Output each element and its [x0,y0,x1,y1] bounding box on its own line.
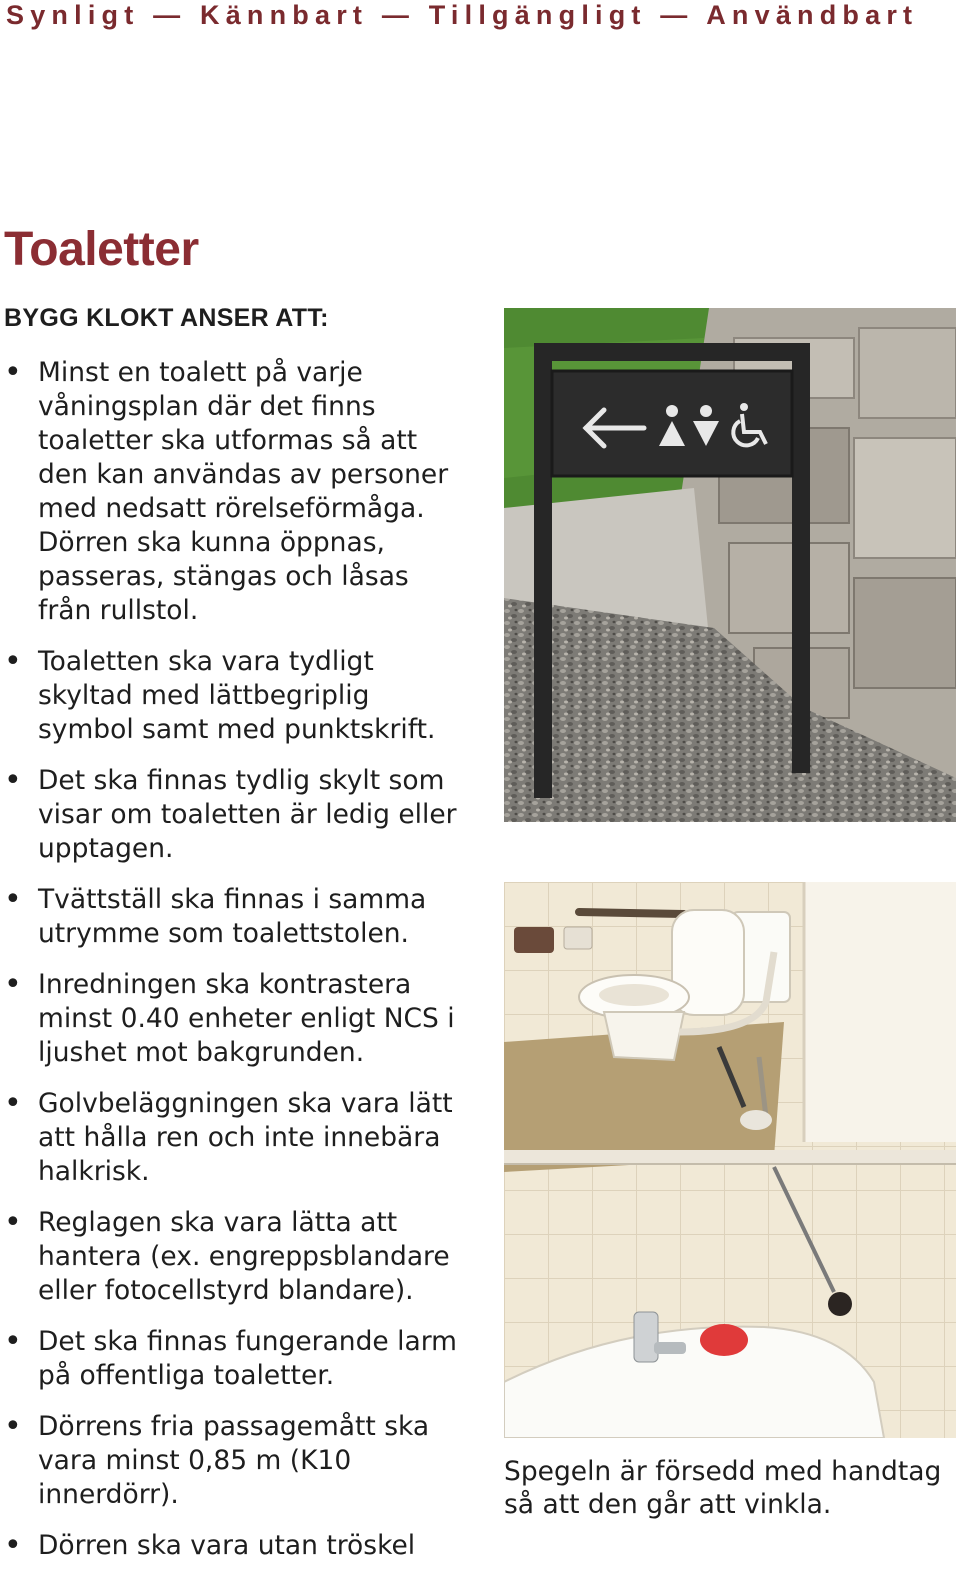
section-subheading: BYGG KLOKT ANSER ATT: [4,304,329,332]
list-item: • Det ska finnas fungerande larm på offentliga toaletter. [0,1325,470,1393]
list-item: • Golvbeläggningen ska vara lätt att hålla ren och inte innebära halkrisk. [0,1087,470,1189]
list-item: • Minst en toalett på varje våningsplan där det finns toaletter ska utformas så att den kan användas av personer med nedsatt rörelseförmåga. Dörren ska kunna öppnas, passeras, stängas och låsas från rullstol. [0,356,470,628]
list-item: • Reglagen ska vara lätta att hantera (ex. engreppsblandare eller fotocellstyrd blandare). [0,1206,470,1308]
running-header: Synligt — Kännbart — Tillgängligt — Användbart [6,0,919,30]
photo-caption: Spegeln är försedd med handtag så att den går att vinkla. [504,1456,942,1520]
list-item: • Inredningen ska kontrastera minst 0.40 enheter enligt NCS i ljushet mot bakgrunden. [0,968,470,1070]
list-item: • Dörrens fria passagemått ska vara minst 0,85 m (K10 innerdörr). [0,1410,470,1512]
list-item: • Toaletten ska vara tydligt skyltad med lättbegriplig symbol samt med punktskrift. [0,645,470,747]
list-item: • Dörren ska vara utan tröskel [0,1529,470,1563]
requirements-list [0,356,470,1580]
list-item: • Tvättställ ska finnas i samma utrymme som toalettstolen. [0,883,470,951]
list-item: • Det ska finnas tydlig skylt som visar om toaletten är ledig eller upptagen. [0,764,470,866]
toilet-sign-photo [504,308,956,822]
accessible-toilet-photo [504,882,956,1438]
page-title: Toaletter [4,223,199,276]
